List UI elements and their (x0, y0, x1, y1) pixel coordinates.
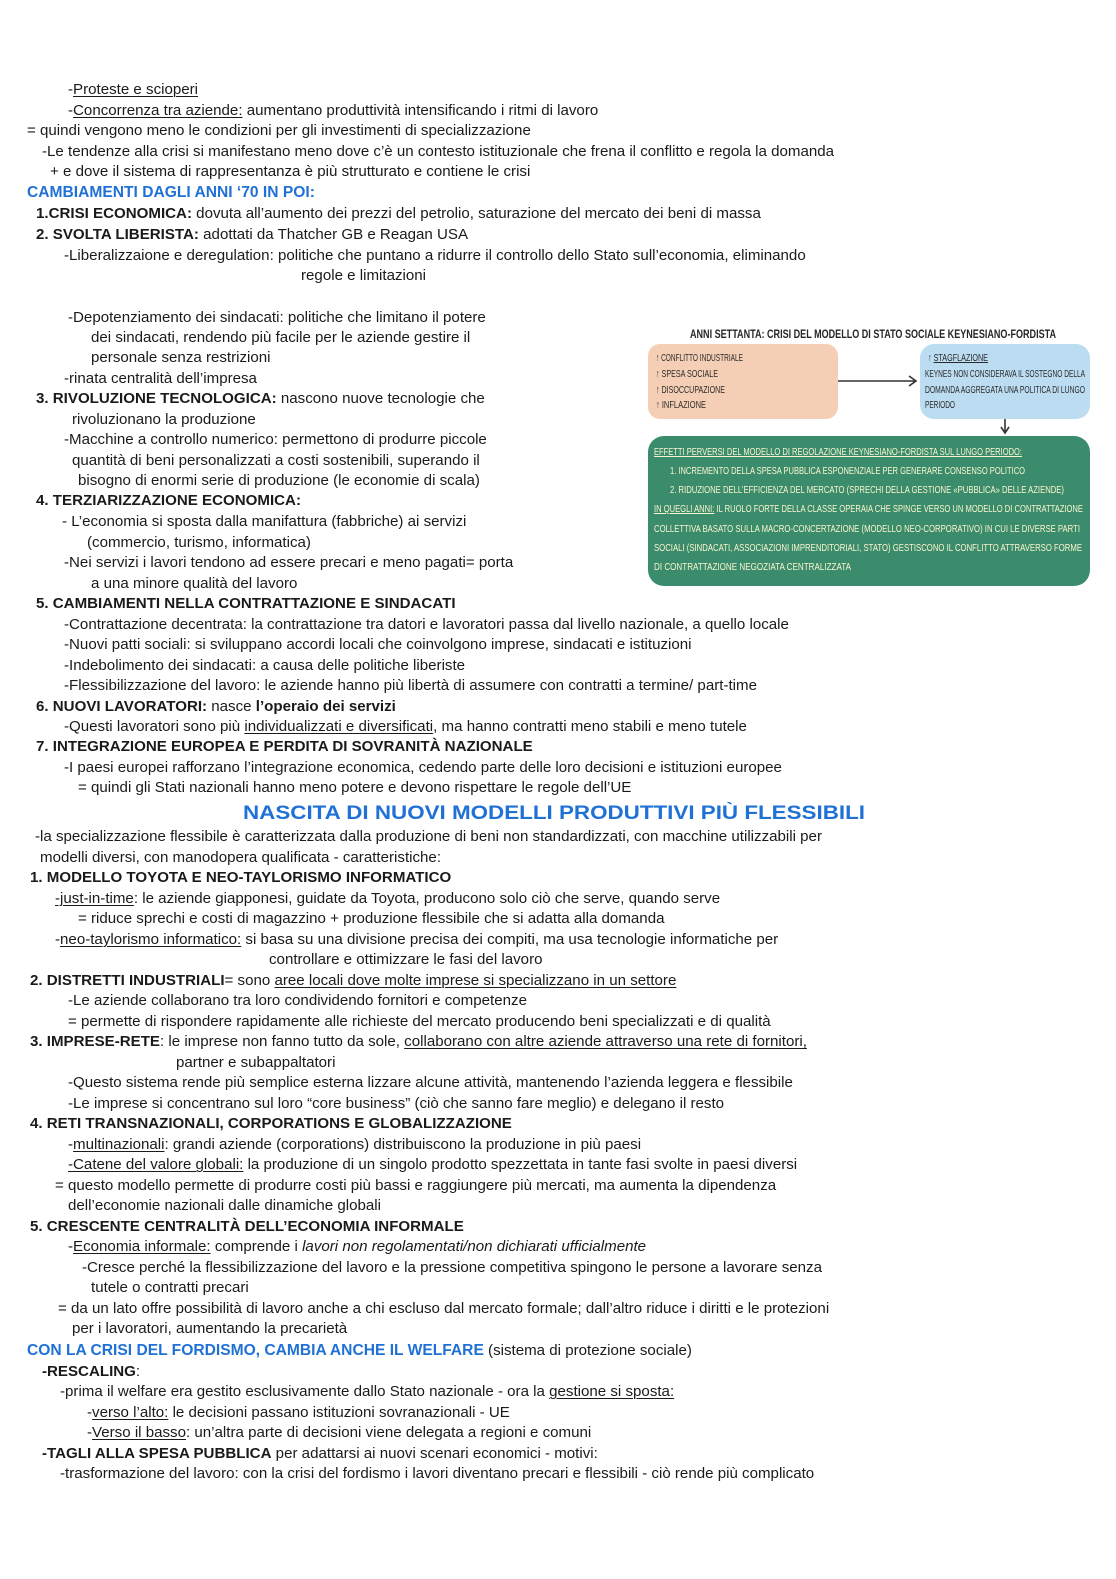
text-run: comprende i (210, 1238, 303, 1255)
context-line: SOCIALI (SINDACATI, ASSOCIAZIONI IMPRENDITORIALI, STATO) GESTISCONO IL CONFLITTO ATTRAVERSO FORME (654, 542, 1083, 554)
text-run: - (68, 1238, 74, 1255)
cause-item: ↑ INFLAZIONE (656, 399, 706, 411)
text-run: = sono (224, 972, 275, 989)
text-run: lavori non regolamentati/non dichiarati ufficialmente (302, 1238, 647, 1255)
text-run: personale senza restrizioni (91, 349, 271, 366)
bold-term: -RESCALING (42, 1363, 136, 1380)
underlined-text: Proteste e scioperi (73, 81, 199, 98)
heading-text: NASCITA DI NUOVI MODELLI PRODUTTIVI PIÙ FLESSIBILI (243, 803, 866, 824)
underlined-text: -Catene del valore globali: (68, 1156, 244, 1173)
text-run: -Nuovi patti sociali: si sviluppano accordi locali che coinvolgono imprese, sindacati e istituzioni (64, 636, 692, 653)
underlined-text: gestione si sposta: (549, 1383, 675, 1400)
text-run: + e dove il sistema di rappresentanza è più strutturato e contiene le crisi (50, 163, 531, 180)
bold-term: l’operaio dei servizi (255, 698, 396, 715)
underlined-text: -just-in-time (55, 890, 134, 907)
text-run: - (87, 1424, 93, 1441)
text-run: = permette di rispondere rapidamente alle richieste del mercato producendo beni specializzati e di qualità (68, 1013, 771, 1030)
text-run: tutele o contratti precari (91, 1279, 249, 1296)
text-run: -rinata centralità dell’impresa (64, 370, 257, 387)
underlined-text: aree locali dove molte imprese si specializzano in un settore (274, 972, 677, 989)
text-run: -Le tendenze alla crisi si manifestano meno dove c’è un contesto istituzionale che frena il conflitto e regola la domanda (42, 143, 835, 160)
text-run: -Questi lavoratori sono più (64, 718, 245, 735)
heading-text: CAMBIAMENTI DAGLI ANNI ‘70 IN POI: (27, 184, 315, 201)
text-run: - (68, 81, 74, 98)
cause-item: ↑ DISOCCUPAZIONE (656, 384, 726, 396)
context-line (654, 503, 1083, 515)
effect-item: 1. INCREMENTO DELLA SPESA PUBBLICA ESPONENZIALE PER GENERARE CONSENSO POLITICO (670, 465, 1026, 477)
underlined-text: Concorrenza tra aziende: (73, 102, 243, 119)
effects-heading (654, 446, 1022, 458)
underlined-text: Economia informale: (73, 1238, 211, 1255)
stagflation-term: STAGFLAZIONE (933, 352, 989, 364)
underlined-text: individualizzati e diversificati (244, 718, 434, 735)
cause-item: ↑ CONFLITTO INDUSTRIALE (656, 352, 744, 364)
text-run: nasce (207, 698, 256, 715)
text-run: : le imprese non fanno tutto da sole, (160, 1033, 405, 1050)
text-run: -Depotenziamento dei sindacati: politiche che limitano il potere (68, 309, 486, 326)
underlined-text: collaborano con altre aziende attraverso una rete di fornitori, (404, 1033, 807, 1050)
text-run: - (68, 1136, 74, 1153)
text-run: -Contrattazione decentrata: la contrattazione tra datori e lavoratori passa dal livello nazionale, a quello locale (64, 616, 789, 633)
text-run: quantità di beni personalizzati a costi sostenibili, superando il (72, 452, 480, 469)
text-run: regole e limitazioni (301, 267, 427, 284)
bold-term: 7. INTEGRAZIONE EUROPEA E PERDITA DI SOVRANITÀ NAZIONALE (36, 738, 533, 755)
text-run: (commercio, turismo, informatica) (87, 534, 311, 551)
context-line: COLLETTIVA BASATO SULLA MACRO-CONCERTAZIONE (MODELLO NEO-CORPORATIVO) IN CUI LE DIVERSE PARTI (654, 523, 1081, 535)
stagflation-note: DOMANDA AGGREGATA UNA POLITICA DI LUNGO (925, 384, 1085, 396)
text-run: = quindi gli Stati nazionali hanno meno potere e devono rispettare le regole dell’UE (78, 779, 632, 796)
bold-term: -TAGLI ALLA SPESA PUBBLICA (42, 1445, 272, 1462)
context-text: IL RUOLO FORTE DELLA CLASSE OPERAIA CHE SPINGE VERSO UN MODELLO DI CONTRATTAZIONE (714, 503, 1083, 515)
text-run: (sistema di protezione sociale) (483, 1342, 692, 1359)
text-run: - (87, 1404, 93, 1421)
text-run: bisogno di enormi serie di produzione (le economie di scala) (78, 472, 480, 489)
text-run: , ma hanno contratti meno stabili e meno tutele (433, 718, 747, 735)
text-run: : le aziende giapponesi, guidate da Toyota, producono solo ciò che serve, quando serve (133, 890, 721, 907)
bold-term: 6. NUOVI LAVORATORI: (36, 698, 208, 715)
stagflation-note: PERIODO (925, 399, 956, 411)
text-run: = da un lato offre possibilità di lavoro anche a chi escluso dal mercato formale; dall’altro riduce i diritti e le protezioni (58, 1300, 830, 1317)
text-run: dovuta all’aumento dei prezzi del petrolio, saturazione del mercato dei beni di massa (191, 205, 761, 222)
bold-term: 4. RETI TRANSNAZIONALI, CORPORATIONS E GLOBALIZZAZIONE (30, 1115, 512, 1132)
text-run: - (55, 931, 61, 948)
underlined-text: Verso il basso (92, 1424, 186, 1441)
text-run: le decisioni passano istituzioni sovranazionali - UE (168, 1404, 510, 1421)
text-run: adottati da Thatcher GB e Reagan USA (198, 226, 469, 243)
diagram-title: ANNI SETTANTA: CRISI DEL MODELLO DI STATO SOCIALE KEYNESIANO-FORDISTA (690, 329, 1057, 341)
text-run: : un’altra parte di decisioni viene delegata a regioni e comuni (186, 1424, 592, 1441)
text-run: -la specializzazione flessibile è caratterizzata dalla produzione di beni non standardizzati, con macchine utilizzabili per (35, 828, 822, 845)
text-run: -Indebolimento dei sindacati: a causa delle politiche liberiste (64, 657, 466, 674)
text-run: -Liberalizzaione e deregulation: politiche che puntano a ridurre il controllo dello Stato sull’economia, eliminando (64, 247, 806, 264)
text-run: la produzione di un singolo prodotto spezzettata in tante fasi svolte in paesi diversi (243, 1156, 798, 1173)
underlined-text: neo-taylorismo informatico: (60, 931, 242, 948)
text-run: per i lavoratori, aumentando la precarietà (72, 1320, 348, 1337)
context-label: IN QUEGLI ANNI: (654, 503, 715, 515)
text-run: = quindi vengono meno le condizioni per gli investimenti di specializzazione (27, 122, 531, 139)
text-run: : (135, 1363, 141, 1380)
bold-term: 1. MODELLO TOYOTA E NEO-TAYLORISMO INFORMATICO (30, 869, 452, 886)
text-run: controllare e ottimizzare le fasi del lavoro (269, 951, 543, 968)
cause-item: ↑ SPESA SOCIALE (656, 368, 719, 380)
text-run: a una minore qualità del lavoro (91, 575, 298, 592)
text-run: -prima il welfare era gestito esclusivamente dallo Stato nazionale - ora la (60, 1383, 550, 1400)
text-run: -I paesi europei rafforzano l’integrazione economica, cedendo parte delle loro decisioni e istituzioni europee (64, 759, 782, 776)
text-run: -Flessibilizzazione del lavoro: le aziende hanno più libertà di assumere con contratti a termine/ part-time (64, 677, 757, 694)
underlined-text: verso l’alto: (92, 1404, 169, 1421)
text-run: si basa su una divisione precisa dei compiti, ma usa tecnologie informatiche per (241, 931, 779, 948)
text-run: -Le imprese si concentrano sul loro “core business” (ciò che sanno fare meglio) e delegano il resto (68, 1095, 725, 1112)
text-run: -Nei servizi i lavori tendono ad essere precari e meno pagati= porta (64, 554, 514, 571)
stagflation-label (928, 352, 988, 364)
text-run: -Questo sistema rende più semplice esterna lizzare alcune attività, mantenendo l’azienda leggera e flessibile (68, 1074, 793, 1091)
text-run: : grandi aziende (corporations) distribuiscono la produzione in più paesi (164, 1136, 642, 1153)
bold-term: 1.CRISI ECONOMICA: (36, 205, 192, 222)
underlined-text: multinazionali (73, 1136, 165, 1153)
bold-term: 5. CRESCENTE CENTRALITÀ DELL’ECONOMIA INFORMALE (30, 1218, 464, 1235)
heading-text: CON LA CRISI DEL FORDISMO, CAMBIA ANCHE IL WELFARE (27, 1342, 484, 1359)
text-run: -Le aziende collaborano tra loro condividendo fornitori e competenze (68, 992, 527, 1009)
text-run: -Macchine a controllo numerico: permettono di produrre piccole (64, 431, 487, 448)
text-run: - (68, 102, 74, 119)
bold-term: 5. CAMBIAMENTI NELLA CONTRATTAZIONE E SINDACATI (36, 595, 456, 612)
bold-term: 3. IMPRESE-RETE (30, 1033, 160, 1050)
effects-heading-text: EFFETTI PERVERSI DEL MODELLO DI REGOLAZIONE KEYNESIANO-FORDISTA SUL LUNGO PERIODO: (654, 446, 1023, 458)
text-run: -Cresce perché la flessibilizzazione del lavoro e la pressione competitiva spingono le persone a lavorare senza (82, 1259, 822, 1276)
text-run: partner e subappaltatori (176, 1054, 336, 1071)
text-run: dell’economie nazionali dalle dinamiche globali (68, 1197, 381, 1214)
text-run: per adattarsi ai nuovi scenari economici - motivi: (271, 1445, 598, 1462)
bold-term: 4. TERZIARIZZAZIONE ECONOMICA: (36, 492, 301, 509)
bold-term: 2. DISTRETTI INDUSTRIALI (30, 972, 225, 989)
bold-term: 3. RIVOLUZIONE TECNOLOGICA: (36, 390, 277, 407)
stagflation-note: KEYNES NON CONSIDERAVA IL SOSTEGNO DELLA (925, 368, 1086, 380)
up-arrow-icon: ↑ (928, 352, 934, 364)
text-run: aumentano produttività intensificando i ritmi di lavoro (242, 102, 599, 119)
text-run: rivoluzionano la produzione (72, 411, 256, 428)
text-run: = questo modello permette di produrre costi più bassi e raggiungere più mercati, ma aumenta la dipendenza (55, 1177, 777, 1194)
text-run: modelli diversi, con manodopera qualificata - caratteristiche: (40, 849, 442, 866)
text-run: dei sindacati, rendendo più facile per le aziende gestire il (91, 329, 471, 346)
effect-item: 2. RIDUZIONE DELL’EFFICIENZA DEL MERCATO (SPRECHI DELLA GESTIONE «PUBBLICA» DELLE AZIENDE) (670, 484, 1064, 496)
bold-term: 2. SVOLTA LIBERISTA: (36, 226, 199, 243)
text-run: - L’economia si sposta dalla manifattura (fabbriche) ai servizi (62, 513, 467, 530)
text-run: = riduce sprechi e costi di magazzino + produzione flessibile che si adatta alla domanda (78, 910, 665, 927)
text-run: nascono nuove tecnologie che (276, 390, 485, 407)
context-line: DI CONTRATTAZIONE NEGOZIATA CENTRALIZZATA (654, 561, 851, 573)
text-run: -trasformazione del lavoro: con la crisi del fordismo i lavori diventano precari e flessibili - ciò rende più complicato (60, 1465, 815, 1482)
